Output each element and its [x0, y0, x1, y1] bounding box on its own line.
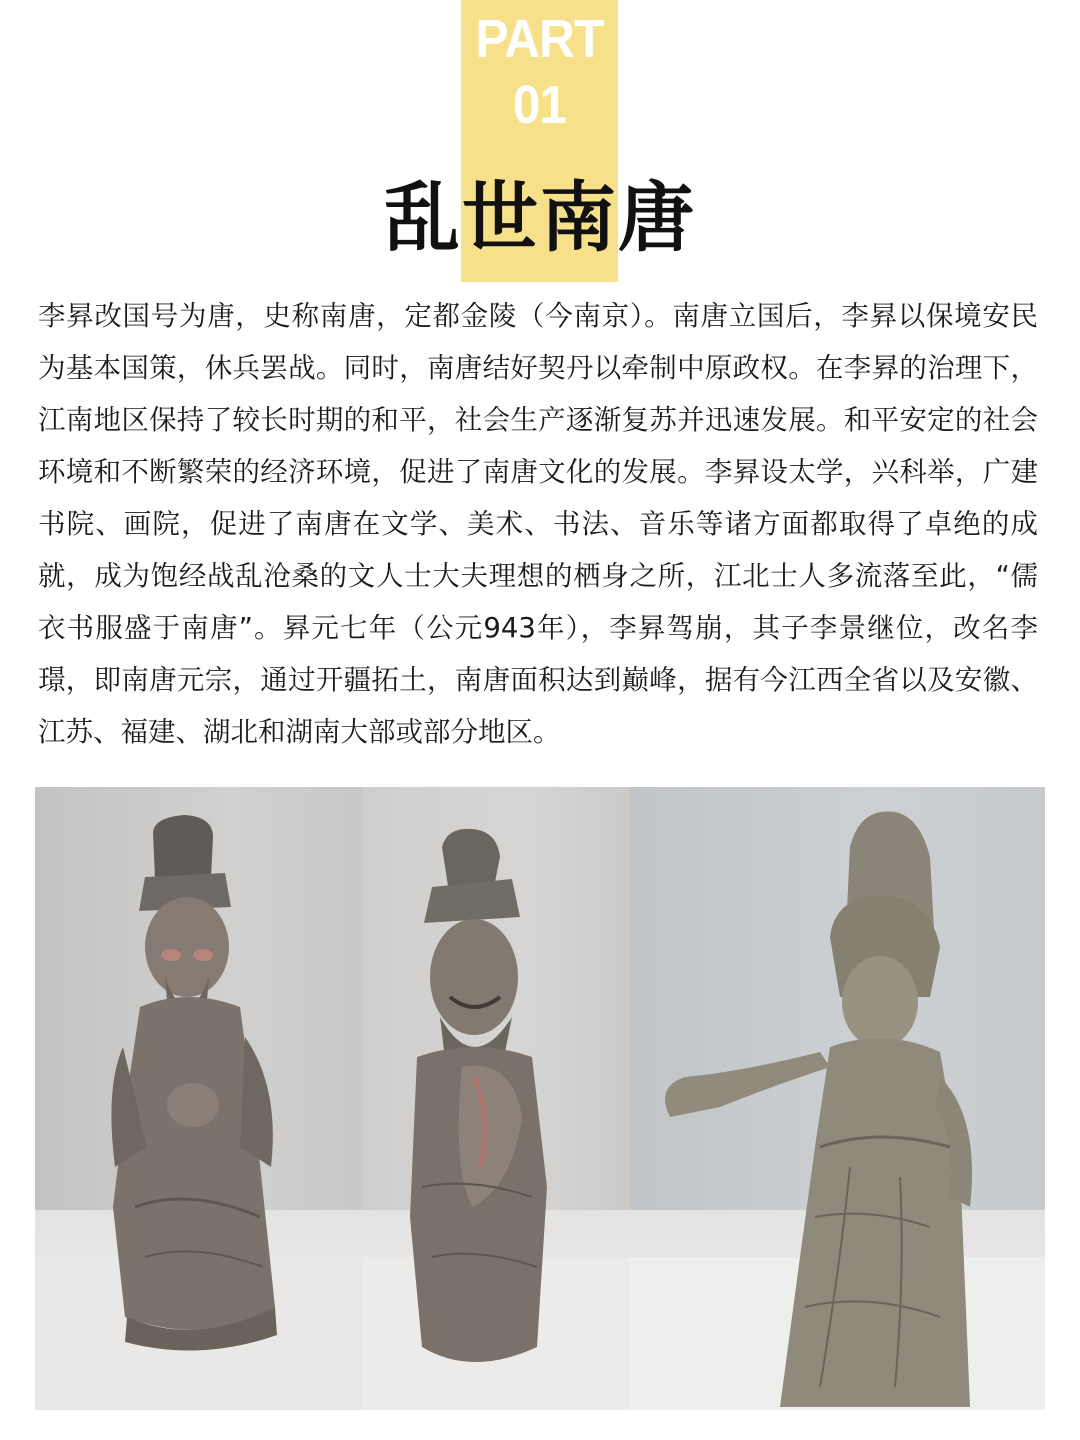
- part-label-line2: 01: [512, 75, 567, 135]
- photo-panel-warrior-figurine: [362, 787, 630, 1410]
- dancer-figurine-image: [630, 787, 1045, 1410]
- page-title: 乱世南唐: [384, 173, 696, 262]
- figurines-photo: [35, 787, 1045, 1410]
- article-paragraph: 李昪改国号为唐，史称南唐，定都金陵（今南京）。南唐立国后，李昪以保境安民为基本国策，休兵罢战。同时，南唐结好契丹以牵制中原政权。在李昪的治理下，江南地区保持了较长时期的和平，社会生产逐渐复苏并迅速发展。和平安定的社会环境和不断繁荣的经济环境，促进了南唐文化的发展。李昪设太学，兴科举，广建书院、画院，促进了南唐在文学、美术、书法、音乐等诸方面都取得了卓绝的成就，成为饱经战乱沧桑的文人士大夫理想的栖身之所，江北士人多流落至此，“儒衣书服盛于南唐”。昪元七年（公元943年），李昪驾崩，其子李景继位，改名李璟，即南唐元宗，通过开疆拓土，南唐面积达到巅峰，据有今江西全省以及安徽、江苏、福建、湖北和湖南大部或部分地区。: [38, 300, 1038, 748]
- photo-panel-scholar-figurine: [35, 787, 362, 1410]
- photo-panel-dancer-figurine: [630, 787, 1045, 1410]
- scholar-figurine-image: [35, 787, 362, 1410]
- warrior-figurine-image: [362, 787, 630, 1410]
- part-label-line1: PART: [475, 9, 604, 69]
- part-label: [467, 6, 611, 138]
